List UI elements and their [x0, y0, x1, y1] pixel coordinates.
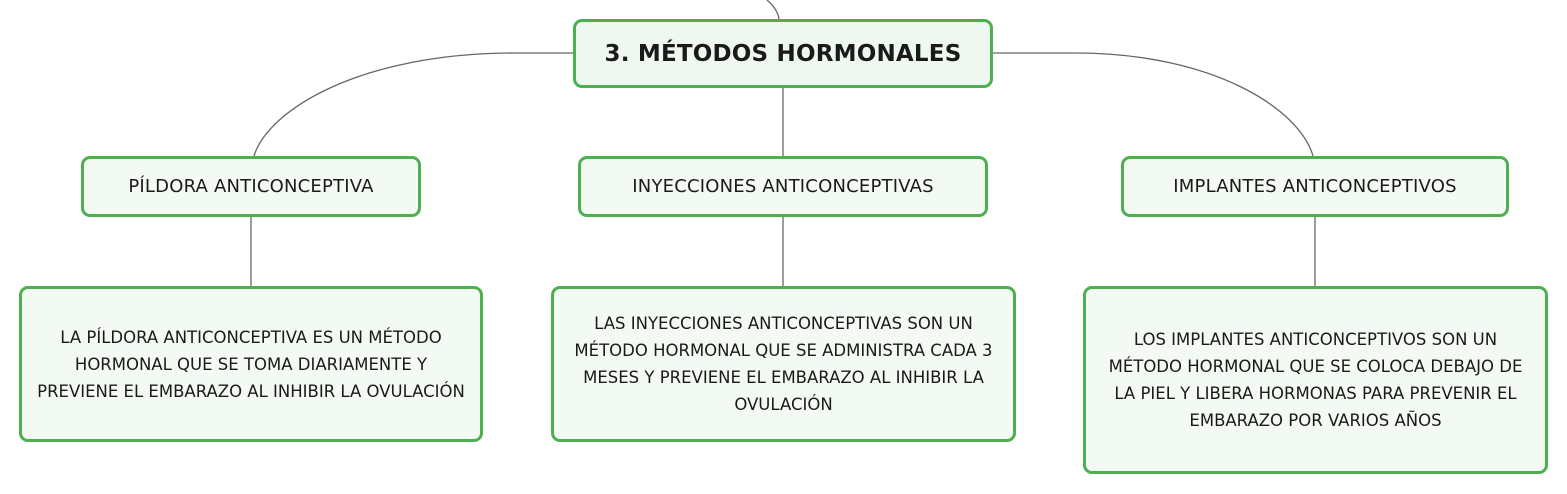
branch-title-inyecciones: INYECCIONES ANTICONCEPTIVAS: [632, 176, 934, 197]
root-title: 3. MÉTODOS HORMONALES: [604, 40, 962, 67]
branch-node-pildora[interactable]: [81, 156, 421, 217]
branch-node-inyecciones[interactable]: [578, 156, 988, 217]
description-node-pildora[interactable]: [19, 286, 483, 442]
description-node-inyecciones[interactable]: [551, 286, 1016, 442]
branch-node-implantes[interactable]: [1121, 156, 1509, 217]
branch-title-implantes: IMPLANTES ANTICONCEPTIVOS: [1173, 176, 1457, 197]
connector-root-to-pildora: [254, 53, 573, 156]
root-node[interactable]: [573, 19, 993, 88]
description-text-inyecciones: LAS INYECCIONES ANTICONCEPTIVAS SON UN MÉTODO HORMONAL QUE SE ADMINISTRA CADA 3 MESES Y PREVIENE EL EMBARAZO AL INHIBIR LA OVULACIÓN: [574, 314, 993, 414]
branch-title-pildora: PÍLDORA ANTICONCEPTIVA: [128, 176, 374, 197]
connector-from-parent: [767, 0, 779, 19]
connector-root-to-implantes: [993, 53, 1313, 156]
description-text-implantes: LOS IMPLANTES ANTICONCEPTIVOS SON UN MÉTODO HORMONAL QUE SE COLOCA DEBAJO DE LA PIEL Y LIBERA HORMONAS PARA PREVENIR EL EMBARAZO POR VARIOS AÑOS: [1108, 330, 1523, 430]
description-text-pildora: LA PÍLDORA ANTICONCEPTIVA ES UN MÉTODO HORMONAL QUE SE TOMA DIARIAMENTE Y PREVIENE EL EMBARAZO AL INHIBIR LA OVULACIÓN: [37, 327, 465, 401]
description-node-implantes[interactable]: [1083, 286, 1548, 474]
